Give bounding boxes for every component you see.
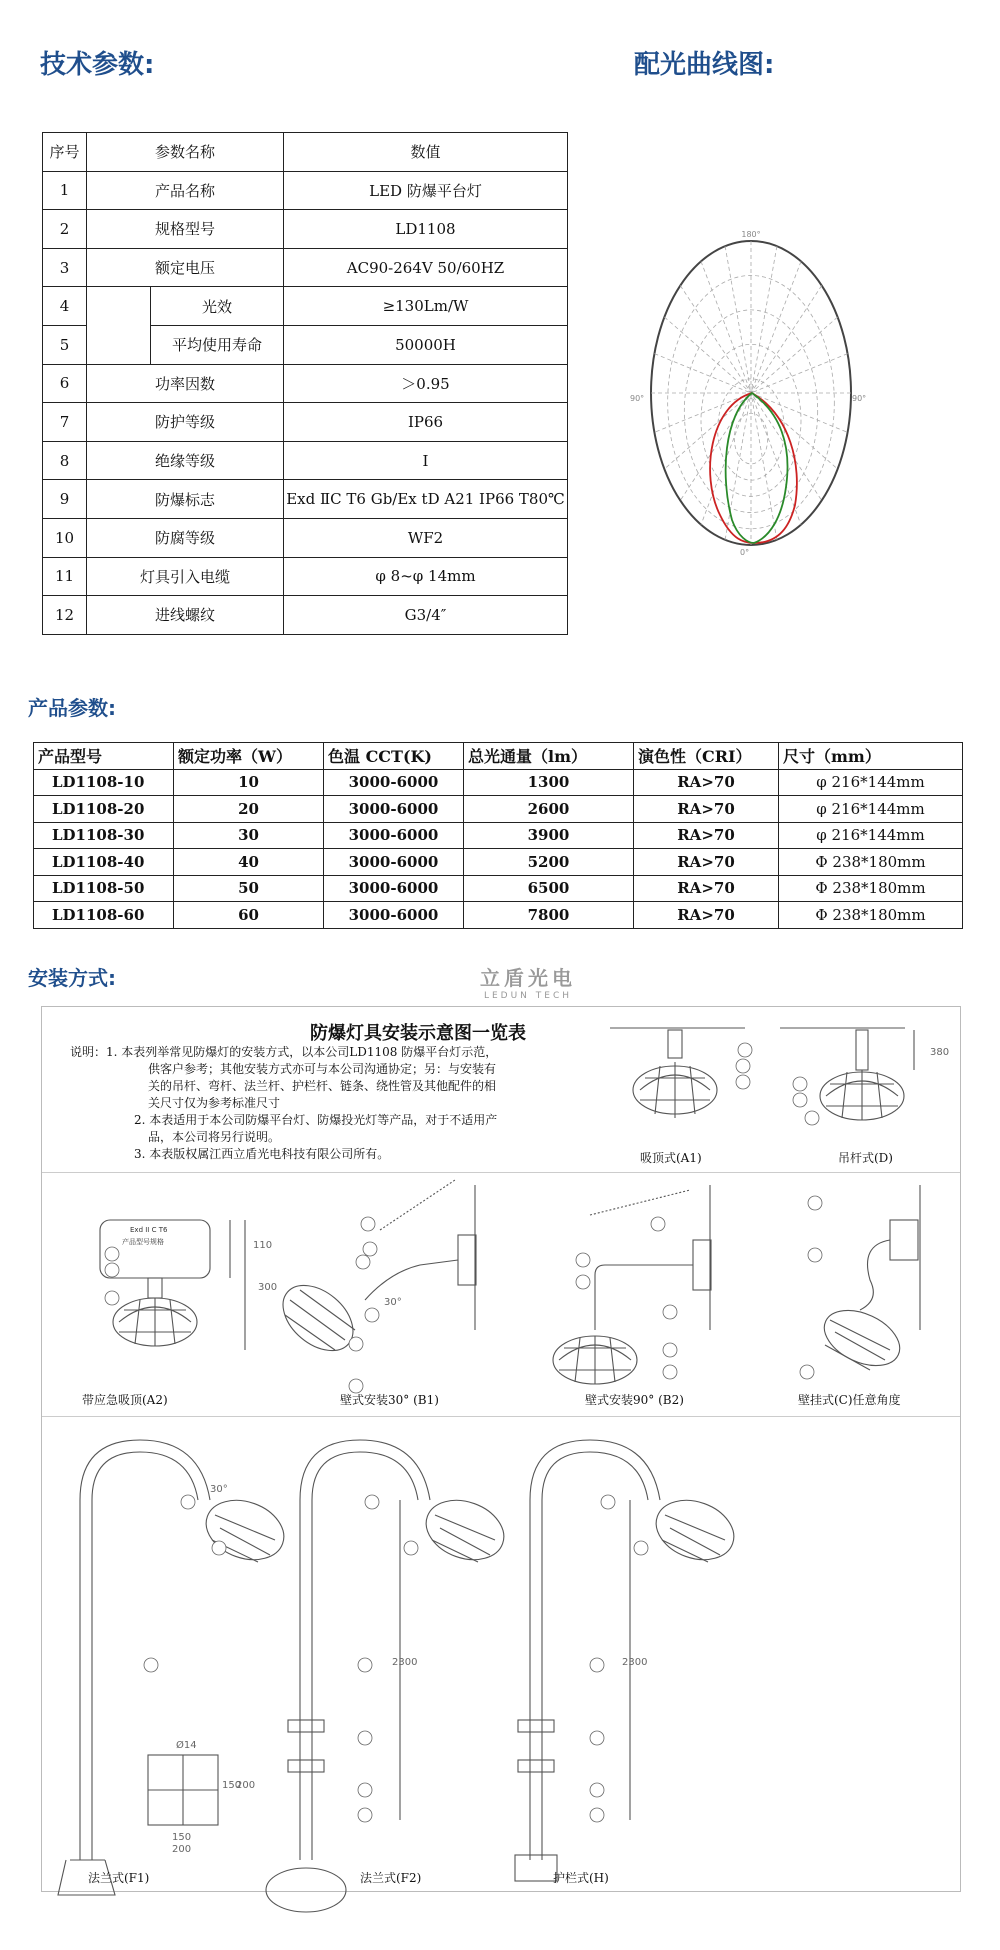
cell-size: φ 216*144mm — [779, 769, 963, 796]
cell-model: LD1108-40 — [34, 849, 174, 876]
cell-flux: 1300 — [464, 769, 634, 796]
spec-no: 2 — [43, 210, 87, 249]
callout-circle — [590, 1808, 604, 1822]
callout-circle — [793, 1077, 807, 1091]
cell-cri: RA>70 — [634, 769, 779, 796]
callout-circle — [808, 1196, 822, 1210]
spec-no: 4 — [43, 287, 87, 326]
callout-circle — [590, 1783, 604, 1797]
note-line: 关尺寸仅为参考标准尺寸 — [148, 1096, 281, 1110]
callout-circle — [181, 1495, 195, 1509]
note-line: 品，本公司将另行说明。 — [148, 1130, 281, 1144]
cell-cct: 3000-6000 — [324, 902, 464, 929]
cell-size: Φ 238*180mm — [779, 875, 963, 902]
cell-power: 20 — [174, 796, 324, 823]
callout-circle — [105, 1291, 119, 1305]
install-heading: 安装方式: — [28, 966, 116, 990]
install-title: 防爆灯具安装示意图一览表 — [310, 1023, 526, 1044]
label-0: 0° — [740, 548, 750, 557]
cell-size: Φ 238*180mm — [779, 902, 963, 929]
caption-a2: 带应急吸顶(A2) — [82, 1393, 168, 1407]
spec-no: 1 — [43, 171, 87, 210]
spec-value: G3/4″ — [284, 596, 568, 635]
spec-value: LED 防爆平台灯 — [284, 171, 568, 210]
callout-circle — [363, 1242, 377, 1256]
cell-cct: 3000-6000 — [324, 796, 464, 823]
spec-value: WF2 — [284, 518, 568, 557]
caption-b1: 壁式安装30° (B1) — [340, 1393, 439, 1407]
spec-name: 光效 — [151, 287, 284, 326]
spec-no: 12 — [43, 596, 87, 635]
col-cri: 演色性（CRI） — [634, 743, 779, 770]
cell-power: 50 — [174, 875, 324, 902]
caption-a1: 吸顶式(A1) — [640, 1151, 702, 1165]
box-text-2: 产品型号规格 — [122, 1238, 164, 1246]
callout-circle — [404, 1541, 418, 1555]
cell-cct: 3000-6000 — [324, 849, 464, 876]
f2-flange-pole — [266, 1440, 512, 1912]
dim-110: 110 — [253, 1240, 273, 1251]
callout-circle — [576, 1275, 590, 1289]
dim-phi14: Ø14 — [176, 1740, 197, 1751]
cell-power: 10 — [174, 769, 324, 796]
spec-value: I — [284, 441, 568, 480]
callout-circle — [793, 1093, 807, 1107]
dim-380: 380 — [930, 1047, 950, 1058]
note-line: 供客户参考；其他安装方式亦可与本公司沟通协定；另：与安装有 — [148, 1062, 497, 1076]
cell-power: 40 — [174, 849, 324, 876]
cell-model: LD1108-20 — [34, 796, 174, 823]
spec-name: 平均使用寿命 — [151, 325, 284, 364]
caption-d: 吊杆式(D) — [838, 1151, 893, 1165]
label-90-left: 90° — [630, 394, 645, 403]
light-curve-heading: 配光曲线图: — [634, 50, 775, 80]
cell-cri: RA>70 — [634, 902, 779, 929]
a1-ceiling-mount — [610, 1028, 745, 1118]
note-line: 2. 本表适用于本公司防爆平台灯、防爆投光灯等产品，对于不适用产 — [134, 1113, 498, 1127]
cell-flux: 5200 — [464, 849, 634, 876]
dim-200-v: 200 — [236, 1780, 256, 1791]
callout-circle — [365, 1495, 379, 1509]
callout-circle — [358, 1783, 372, 1797]
col-power: 额定功率（W） — [174, 743, 324, 770]
cell-cri: RA>70 — [634, 796, 779, 823]
cell-size: Φ 238*180mm — [779, 849, 963, 876]
label-90-right: 90° — [852, 394, 867, 403]
spec-no: 3 — [43, 248, 87, 287]
cell-size: φ 216*144mm — [779, 796, 963, 823]
product-params-heading: 产品参数: — [28, 696, 116, 720]
col-size: 尺寸（mm） — [779, 743, 963, 770]
cell-size: φ 216*144mm — [779, 822, 963, 849]
spec-no: 11 — [43, 557, 87, 596]
cell-cri: RA>70 — [634, 822, 779, 849]
dim-300: 300 — [258, 1282, 278, 1293]
spec-value: Exd ⅡC T6 Gb/Ex tD A21 IP66 T80℃ — [284, 480, 568, 519]
caption-b2: 壁式安装90° (B2) — [585, 1393, 684, 1407]
callout-circle — [651, 1217, 665, 1231]
dim-2300-f2: 2300 — [392, 1657, 418, 1668]
note-line: 关的吊杆、弯杆、法兰杆、护栏杆、链条、绕性管及其他配件的相 — [148, 1079, 497, 1093]
dim-200: 200 — [172, 1844, 192, 1855]
callout-circle — [105, 1247, 119, 1261]
callout-markers — [105, 1043, 822, 1822]
caption-c: 壁挂式(C)任意角度 — [798, 1393, 901, 1407]
cell-flux: 6500 — [464, 875, 634, 902]
callout-circle — [212, 1541, 226, 1555]
spec-head-no: 序号 — [43, 133, 87, 172]
dim-30-angle-f: 30° — [210, 1484, 228, 1495]
callout-circle — [663, 1305, 677, 1319]
spec-value: ＞0.95 — [284, 364, 568, 403]
callout-circle — [805, 1111, 819, 1125]
spec-name: 产品名称 — [87, 171, 284, 210]
cell-model: LD1108-30 — [34, 822, 174, 849]
spec-value: φ 8~φ 14mm — [284, 557, 568, 596]
cell-cct: 3000-6000 — [324, 875, 464, 902]
cell-model: LD1108-50 — [34, 875, 174, 902]
callout-circle — [663, 1343, 677, 1357]
dim-2300-h: 2300 — [622, 1657, 648, 1668]
callout-circle — [358, 1731, 372, 1745]
dim-30-angle: 30° — [384, 1297, 402, 1308]
b1-wall-30 — [271, 1180, 476, 1364]
cell-flux: 3900 — [464, 822, 634, 849]
spec-name: 额定电压 — [87, 248, 284, 287]
callout-circle — [361, 1217, 375, 1231]
spec-head-name: 参数名称 — [87, 133, 284, 172]
spec-no: 6 — [43, 364, 87, 403]
spec-name: 功率因数 — [87, 364, 284, 403]
cell-cct: 3000-6000 — [324, 769, 464, 796]
callout-circle — [601, 1495, 615, 1509]
spec-value: LD1108 — [284, 210, 568, 249]
cell-cct: 3000-6000 — [324, 822, 464, 849]
spec-name: 防护等级 — [87, 403, 284, 442]
callout-circle — [738, 1043, 752, 1057]
callout-circle — [663, 1365, 677, 1379]
cell-power: 30 — [174, 822, 324, 849]
caption-f1: 法兰式(F1) — [88, 1871, 150, 1885]
logo-en: LEDUN TECH — [483, 991, 573, 1001]
cell-flux: 7800 — [464, 902, 634, 929]
spec-name: 进线螺纹 — [87, 596, 284, 635]
callout-circle — [576, 1253, 590, 1267]
callout-circle — [349, 1337, 363, 1351]
spec-value: 50000H — [284, 325, 568, 364]
cell-model: LD1108-60 — [34, 902, 174, 929]
callout-circle — [590, 1731, 604, 1745]
callout-circle — [800, 1365, 814, 1379]
spec-value: IP66 — [284, 403, 568, 442]
spec-no: 8 — [43, 441, 87, 480]
callout-circle — [144, 1658, 158, 1672]
note-line: 3. 本表版权属江西立盾光电科技有限公司所有。 — [134, 1147, 390, 1161]
callout-circle — [358, 1658, 372, 1672]
logo-cn: 立盾光电 — [480, 966, 576, 990]
callout-circle — [808, 1248, 822, 1262]
tech-params-heading: 技术参数: — [40, 50, 155, 80]
col-cct: 色温 CCT(K) — [324, 743, 464, 770]
spec-no: 7 — [43, 403, 87, 442]
caption-f2: 法兰式(F2) — [360, 1871, 422, 1885]
cell-cri: RA>70 — [634, 849, 779, 876]
callout-circle — [356, 1255, 370, 1269]
cell-power: 60 — [174, 902, 324, 929]
note-line: 说明：1. 本表列举常见防爆灯的安装方式，以本公司LD1108 防爆平台灯示范， — [70, 1045, 498, 1059]
spec-name: 规格型号 — [87, 210, 284, 249]
spec-head-value: 数值 — [284, 133, 568, 172]
callout-circle — [736, 1075, 750, 1089]
spec-value: AC90-264V 50/60HZ — [284, 248, 568, 287]
caption-h: 护栏式(H) — [553, 1871, 609, 1885]
box-text-1: Exd II C T6 — [130, 1226, 168, 1234]
callout-circle — [736, 1059, 750, 1073]
c-wall-hang — [816, 1185, 920, 1377]
cell-cri: RA>70 — [634, 875, 779, 902]
callout-circle — [105, 1263, 119, 1277]
col-flux: 总光通量（lm） — [464, 743, 634, 770]
cell-model: LD1108-10 — [34, 769, 174, 796]
col-model: 产品型号 — [34, 743, 174, 770]
f1-flange-pole — [58, 1440, 292, 1895]
spec-name: 防腐等级 — [87, 518, 284, 557]
callout-circle — [365, 1308, 379, 1322]
cell-flux: 2600 — [464, 796, 634, 823]
callout-circle — [590, 1658, 604, 1672]
spec-no: 5 — [43, 325, 87, 364]
spec-no: 9 — [43, 480, 87, 519]
label-180: 180° — [741, 230, 761, 239]
spec-no: 10 — [43, 518, 87, 557]
dim-150: 150 — [172, 1832, 192, 1843]
callout-circle — [358, 1808, 372, 1822]
callout-circle — [634, 1541, 648, 1555]
spec-name: 防爆标志 — [87, 480, 284, 519]
dim-150-v: 150 — [222, 1780, 242, 1791]
spec-value: ≥130Lm/W — [284, 287, 568, 326]
spec-name: 绝缘等级 — [87, 441, 284, 480]
spec-name: 灯具引入电缆 — [87, 557, 284, 596]
